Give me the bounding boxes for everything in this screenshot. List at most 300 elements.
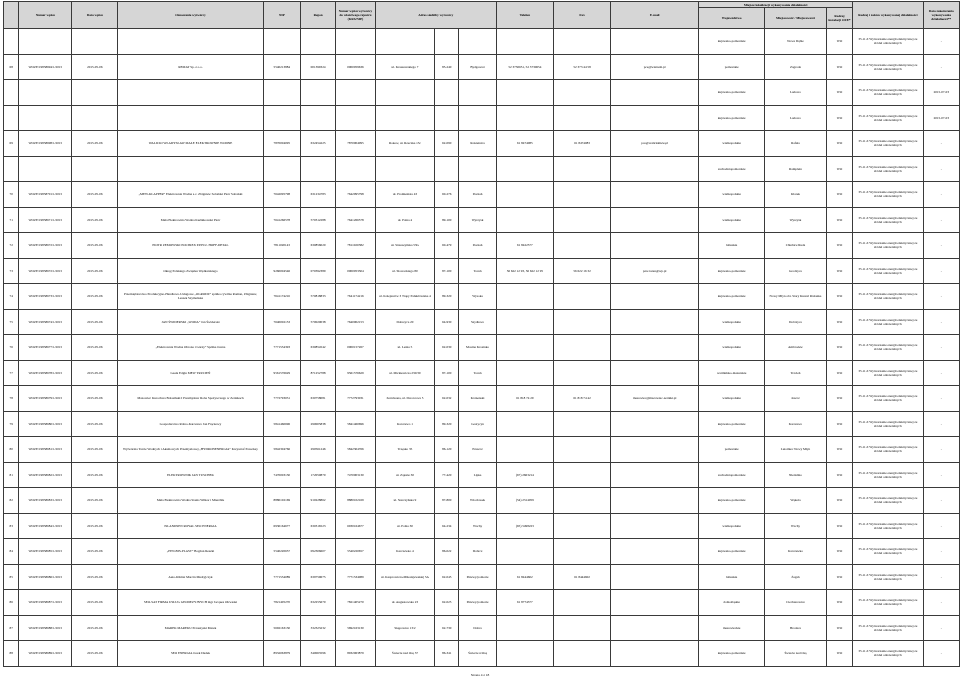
- cell-id: WOZE/19858701/1/2015: [19, 182, 72, 208]
- header-zakon: Data zakończenia wykonywania działalności**: [923, 2, 959, 29]
- cell-zakon: -: [923, 641, 959, 667]
- cell-data: 2015-05-06: [72, 513, 118, 539]
- cell-kod: 86-341: [435, 641, 459, 667]
- cell-addr: ul. Starczyńska 9: [375, 488, 434, 514]
- table-row: [4, 641, 960, 667]
- cell-nr: 73: [4, 258, 19, 284]
- cell-id: WOZE/19858689/1/2015: [19, 641, 72, 667]
- cell-kod: 87-100: [435, 258, 459, 284]
- cell-woj: kujawsko-pomorskie: [699, 539, 765, 565]
- cell-data: 2015-05-06: [72, 488, 118, 514]
- table-row: [4, 590, 960, 616]
- cell-nr: 69: [4, 131, 19, 157]
- cell-regon: 630316523: [300, 513, 335, 539]
- cell-id: WOZE/19858673/1/2015: [19, 284, 72, 310]
- register-table: [3, 1, 960, 667]
- cell-city: Lipka: [459, 462, 496, 488]
- cell-fax: 61 8474083: [553, 131, 610, 157]
- cell-krs: 7641266578: [336, 207, 376, 233]
- cell-data: 2015-05-06: [72, 360, 118, 386]
- cell-kod: 89-320: [435, 284, 459, 310]
- cell-nr: [4, 80, 19, 106]
- cell-id: WOZE/19858680/1/2015: [19, 411, 72, 437]
- cell-tel: [496, 284, 553, 310]
- cell-moc: WO: [826, 462, 852, 488]
- cell-fax: 52 373 44 58: [553, 54, 610, 80]
- cell-miejsc: Świecie nad Osą: [765, 641, 827, 667]
- cell-data: 2015-05-06: [72, 462, 118, 488]
- cell-activity: 35.11.Z Wytwarzanie energii elektrycznej ze źródeł odnawialnych: [853, 309, 923, 335]
- table-row: [4, 360, 960, 386]
- table-row: [4, 207, 960, 233]
- cell-activity: 35.11.Z Wytwarzanie energii elektrycznej ze źródeł odnawialnych: [853, 131, 923, 157]
- cell-moc: WO: [826, 360, 852, 386]
- cell-email: [611, 615, 699, 641]
- cell-fax: [553, 156, 610, 182]
- cell-fax: [553, 590, 610, 616]
- cell-miejsc: Karczewko: [765, 539, 827, 565]
- cell-regon: 570020038: [300, 309, 335, 335]
- cell-nr: 88: [4, 641, 19, 667]
- cell-miejsc: Karczewo: [765, 411, 827, 437]
- cell-krs: [336, 156, 376, 182]
- cell-kod: 62-090: [435, 131, 459, 157]
- cell-activity: 35.11.Z Wytwarzanie energii elektrycznej ze źródeł odnawialnych: [853, 29, 923, 55]
- cell-nip: 9260004546: [263, 258, 300, 284]
- cell-email: [611, 309, 699, 335]
- cell-krs: 6930164677: [336, 513, 376, 539]
- cell-krs: 0000053304: [336, 258, 376, 284]
- cell-tel: 61 8474085: [496, 131, 553, 157]
- cell-data: 2015-05-06: [72, 437, 118, 463]
- cell-name: ELEKTROWNIK JAN TUSCHEK: [118, 462, 263, 488]
- cell-moc: WO: [826, 54, 852, 80]
- cell-fax: [553, 513, 610, 539]
- cell-regon: 639759675: [300, 564, 335, 590]
- cell-kod: 87-100: [435, 360, 459, 386]
- cell-nip: 8932063879: [263, 641, 300, 667]
- cell-city: Dobra: [459, 615, 496, 641]
- table-row: [4, 105, 960, 131]
- cell-regon: 172050870: [300, 462, 335, 488]
- cell-addr: ul. Kraszewskiego 7: [375, 54, 434, 80]
- cell-activity: 35.11.Z Wytwarzanie energii elektrycznej ze źródeł odnawialnych: [853, 564, 923, 590]
- table-row: [4, 615, 960, 641]
- cell-kod: 85-240: [435, 54, 459, 80]
- cell-nip: 7641174216: [263, 284, 300, 310]
- cell-miejsc: Ciechanowice: [765, 590, 827, 616]
- cell-tel: [496, 29, 553, 55]
- cell-nip: [263, 156, 300, 182]
- cell-activity: 35.11.Z Wytwarzanie energii elektrycznej ze źródeł odnawialnych: [853, 80, 923, 106]
- cell-miejsc: Wąkoła: [765, 488, 827, 514]
- table-row: [4, 462, 960, 488]
- cell-moc: WO: [826, 29, 852, 55]
- cell-tel: [496, 539, 553, 565]
- cell-nr: 86: [4, 590, 19, 616]
- cell-fax: [553, 411, 610, 437]
- cell-fax: [553, 105, 610, 131]
- header-tel: Telefon: [496, 2, 553, 29]
- cell-krs: 5842304766: [336, 437, 376, 463]
- cell-email: [611, 80, 699, 106]
- cell-miejsc: Trzcień: [765, 360, 827, 386]
- cell-email: [611, 462, 699, 488]
- cell-zakon: -: [923, 156, 959, 182]
- cell-tel: 61 818 74 29: [496, 386, 553, 412]
- cell-name: PIOTR ZEMOWSKI POLTREX P.P.H.U. HOFF-DETAL: [118, 233, 263, 259]
- cell-name: Gaała Edgin MEW TRZCIEŃ: [118, 360, 263, 386]
- cell-woj: kujawsko-pomorskie: [699, 411, 765, 437]
- cell-city: Świecie n/Osą: [459, 641, 496, 667]
- cell-fax: 61 818 74 42: [553, 386, 610, 412]
- table-row: [4, 411, 960, 437]
- cell-nip: [263, 80, 300, 106]
- table-row: [4, 437, 960, 463]
- cell-moc: WO: [826, 105, 852, 131]
- cell-city: Gostycyn: [459, 411, 496, 437]
- cell-email: [611, 590, 699, 616]
- cell-addr: Dobrzyca 20: [375, 309, 434, 335]
- cell-tel: 61 8422577: [496, 233, 553, 259]
- cell-tel: [496, 207, 553, 233]
- cell-city: [459, 156, 496, 182]
- cell-tel: 52 3730651, 52 3730654: [496, 54, 553, 80]
- table-row: [4, 513, 960, 539]
- cell-nr: 82: [4, 488, 19, 514]
- cell-miejsc: Wyrzysk: [765, 207, 827, 233]
- cell-woj: pomorskie: [699, 54, 765, 80]
- cell-data: 2015-05-06: [72, 309, 118, 335]
- cell-nr: 87: [4, 615, 19, 641]
- cell-fax: [553, 462, 610, 488]
- cell-regon: 070392389: [300, 258, 335, 284]
- cell-moc: WO: [826, 284, 852, 310]
- cell-zakon: -: [923, 564, 959, 590]
- cell-kod: 62-025: [435, 590, 459, 616]
- cell-activity: 35.11.Z Wytwarzanie energii elektrycznej ze źródeł odnawialnych: [853, 513, 923, 539]
- cell-activity: 35.11.Z Wytwarzanie energii elektrycznej ze źródeł odnawialnych: [853, 590, 923, 616]
- cell-email: [611, 360, 699, 386]
- cell-name: Gospodarstwo Rolno-Karczewo Jan Frąckowy: [118, 411, 263, 437]
- cell-activity: 35.11.Z Wytwarzanie energii elektrycznej ze źródeł odnawialnych: [853, 360, 923, 386]
- header-data: Data wpisu: [72, 2, 118, 29]
- cell-email: [611, 182, 699, 208]
- cell-name: [118, 105, 263, 131]
- cell-nip: 7642095798: [263, 182, 300, 208]
- cell-fax: [553, 360, 610, 386]
- cell-regon: [300, 105, 335, 131]
- cell-miejsc: Rafała: [765, 131, 827, 157]
- cell-tel: [496, 411, 553, 437]
- cell-id: WOZE/19858685/1/2015: [19, 539, 72, 565]
- cell-krs: 8932063879: [336, 641, 376, 667]
- cell-tel: [496, 309, 553, 335]
- cell-data: 2015-05-06: [72, 411, 118, 437]
- cell-regon: 092306607: [300, 539, 335, 565]
- cell-addr: Skąpowice 13/2: [375, 615, 434, 641]
- register-body: [4, 29, 960, 667]
- cell-regon: 290005838: [300, 411, 335, 437]
- cell-addr: Zerniwana, ul. Dworcowa 5: [375, 386, 434, 412]
- cell-miejsc: Brodaca: [765, 615, 827, 641]
- cell-kod: 86-022: [435, 539, 459, 565]
- cell-data: 2015-05-06: [72, 539, 118, 565]
- cell-email: [611, 105, 699, 131]
- cell-moc: WO: [826, 233, 852, 259]
- cell-woj: wielkopolskie: [699, 386, 765, 412]
- cell-miejsc: Wschy: [765, 513, 827, 539]
- cell-id: WOZE/19858686/1/2015: [19, 564, 72, 590]
- header-regon: Regon: [300, 2, 335, 29]
- table-row: [4, 54, 960, 80]
- cell-addr: ul. Słowackiego 80: [375, 258, 434, 284]
- cell-name: Mała Elektrownia Wodna Kuźnikowski Piotr: [118, 207, 263, 233]
- cell-tel: 56 622 12 93, 56 622 12 95: [496, 258, 553, 284]
- cell-id: WOZE/19858678/1/2015: [19, 360, 72, 386]
- cell-regon: 630758081: [300, 386, 335, 412]
- cell-moc: WO: [826, 488, 852, 514]
- cell-data: [72, 29, 118, 55]
- cell-data: 2015-05-06: [72, 641, 118, 667]
- cell-activity: 35.11.Z Wytwarzanie energii elektrycznej ze źródeł odnawialnych: [853, 54, 923, 80]
- cell-miejsc: Niedalino: [765, 462, 827, 488]
- cell-kod: 64-234: [435, 513, 459, 539]
- cell-fax: [553, 233, 610, 259]
- cell-data: 2015-05-06: [72, 233, 118, 259]
- cell-woj: pomorskie: [699, 437, 765, 463]
- cell-zakon: -: [923, 462, 959, 488]
- cell-nip: [263, 105, 300, 131]
- header-email: E-mail: [611, 2, 699, 29]
- cell-krs: 7811020382: [336, 233, 376, 259]
- cell-nip: 7821405270: [263, 590, 300, 616]
- cell-woj: kujawsko-pomorskie: [699, 488, 765, 514]
- cell-nr: 77: [4, 360, 19, 386]
- table-row: [4, 539, 960, 565]
- cell-zakon: -: [923, 411, 959, 437]
- header-rodzaj: Rodzaj i zakres wykonywanej działalności: [853, 2, 923, 29]
- cell-krs: 7641174216: [336, 284, 376, 310]
- cell-activity: 35.11.Z Wytwarzanie energii elektrycznej ze źródeł odnawialnych: [853, 462, 923, 488]
- cell-kod: 89-100: [435, 207, 459, 233]
- table-row: [4, 80, 960, 106]
- cell-tel: [496, 360, 553, 386]
- cell-krs: 7821405270: [336, 590, 376, 616]
- cell-city: Poznań: [459, 233, 496, 259]
- cell-data: 2015-05-06: [72, 207, 118, 233]
- cell-email: [611, 437, 699, 463]
- header-fax: Fax: [553, 2, 610, 29]
- cell-krs: 5692163130: [336, 615, 376, 641]
- table-row: [4, 386, 960, 412]
- cell-nip: 7470003130: [263, 462, 300, 488]
- header-nip: NIP: [263, 2, 300, 29]
- table-row: [4, 564, 960, 590]
- cell-name: ISLANDSEN ROYAL SEO ENERGIA: [118, 513, 263, 539]
- cell-zakon: -: [923, 131, 959, 157]
- table-row: [4, 488, 960, 514]
- cell-moc: WO: [826, 156, 852, 182]
- cell-nr: 84: [4, 539, 19, 565]
- cell-data: [72, 105, 118, 131]
- cell-id: WOZE/19858688/1/2015: [19, 615, 72, 641]
- table-row: [4, 284, 960, 310]
- cell-name: Auto-Klimat Marcin Mudryjczyk: [118, 564, 263, 590]
- cell-miejsc: Nowy Młyn obr. Stary Kurzel Różanka: [765, 284, 827, 310]
- cell-nip: 7811020143: [263, 233, 300, 259]
- cell-kod: 77-420: [435, 462, 459, 488]
- cell-addr: Rokow, ul. Rzeczka 13c: [375, 131, 434, 157]
- cell-addr: ul. Polna 4: [375, 207, 434, 233]
- cell-nip: 7771534393: [263, 335, 300, 361]
- cell-moc: WO: [826, 335, 852, 361]
- cell-name: „Elektrownia Wodna Obrona i Górny” Spółka Jawna: [118, 335, 263, 361]
- cell-email: [611, 411, 699, 437]
- cell-data: 2015-05-06: [72, 335, 118, 361]
- cell-kod: 62-045: [435, 564, 459, 590]
- header-miejsc: Miejscowość / Miejscowości: [765, 8, 827, 29]
- table-row: [4, 131, 960, 157]
- cell-name: [118, 80, 263, 106]
- cell-activity: 35.11.Z Wytwarzanie energii elektrycznej ze źródeł odnawialnych: [853, 182, 923, 208]
- cell-moc: WO: [826, 386, 852, 412]
- cell-moc: WO: [826, 411, 852, 437]
- cell-addr: ul. Zajezie 30: [375, 462, 434, 488]
- cell-nip: 7870004095: [263, 131, 300, 157]
- cell-regon: 630856020: [300, 233, 335, 259]
- cell-moc: WO: [826, 207, 852, 233]
- cell-krs: 7470003130: [336, 462, 376, 488]
- cell-miejsc: Nowe Dąbie: [765, 29, 827, 55]
- cell-woj: lubuskie: [699, 233, 765, 259]
- cell-miejsc: Ludowo: [765, 105, 827, 131]
- cell-name: [118, 156, 263, 182]
- cell-woj: wielkopolskie: [699, 182, 765, 208]
- cell-woj: kujawsko-pomorskie: [699, 284, 765, 310]
- cell-nip: 7641266578: [263, 207, 300, 233]
- cell-fax: [553, 488, 610, 514]
- cell-woj: zachodniopomorskie: [699, 462, 765, 488]
- cell-woj: kujawsko-pomorskie: [699, 29, 765, 55]
- cell-miejsc: Grodzyca: [765, 258, 827, 284]
- cell-email: [611, 488, 699, 514]
- cell-id: WOZE/19858681/1/2015: [19, 437, 72, 463]
- cell-email: [611, 156, 699, 182]
- cell-miejsc: Ambrożew: [765, 335, 827, 361]
- cell-fax: [553, 335, 610, 361]
- cell-email: [611, 641, 699, 667]
- cell-krs: 0000059636: [336, 54, 376, 80]
- cell-activity: 35.11.Z Wytwarzanie energii elektrycznej ze źródeł odnawialnych: [853, 615, 923, 641]
- cell-zakon: -: [923, 182, 959, 208]
- cell-regon: 340063596: [300, 641, 335, 667]
- cell-krs: 9561576629: [336, 360, 376, 386]
- cell-email: [611, 513, 699, 539]
- cell-kod: [435, 29, 459, 55]
- cell-fax: [553, 29, 610, 55]
- cell-tel: 61 8444602: [496, 564, 553, 590]
- cell-regon: [300, 80, 335, 106]
- cell-addr: Trzęsko 35: [375, 437, 434, 463]
- cell-fax: [553, 641, 610, 667]
- cell-email: [611, 29, 699, 55]
- cell-woj: wielkopolskie: [699, 513, 765, 539]
- cell-regon: [300, 156, 335, 182]
- cell-data: 2015-05-06: [72, 284, 118, 310]
- cell-id: [19, 80, 72, 106]
- cell-nr: 76: [4, 335, 19, 361]
- cell-nr: 72: [4, 233, 19, 259]
- cell-addr: ul. Polna 30: [375, 513, 434, 539]
- cell-krs: 5540220657: [336, 539, 376, 565]
- cell-name: WALICKI WŁADYSŁAW MAŁE ELEKTROWNIE WODNE: [118, 131, 263, 157]
- cell-addr: ul. Augustowska 23: [375, 590, 434, 616]
- cell-id: [19, 156, 72, 182]
- cell-woj: kujawsko-pomorskie: [699, 641, 765, 667]
- cell-fax: [553, 539, 610, 565]
- cell-city: Bydgoszcz: [459, 54, 496, 80]
- cell-nip: 7771534089: [263, 564, 300, 590]
- cell-regon: 332323232: [300, 615, 335, 641]
- cell-name: Mała Elektrownia Wodna Stanis Wilkor i Mierzbik: [118, 488, 263, 514]
- cell-fax: 56 622 16 32: [553, 258, 610, 284]
- cell-miejsc: Żagań: [765, 564, 827, 590]
- cell-nr: 83: [4, 513, 19, 539]
- cell-email: pzw.torun@wp.pl: [611, 258, 699, 284]
- cell-name: SEO-SAT FIRMA USŁUG GEODEZYJNYCH mgr Jacques Olrwaski: [118, 590, 263, 616]
- cell-addr: Świecie nad Osą 37: [375, 641, 434, 667]
- cell-miejsc: Dobrzyca: [765, 309, 827, 335]
- cell-zakon: -: [923, 386, 959, 412]
- cell-miejsc: Jeszcz: [765, 386, 827, 412]
- cell-city: [459, 80, 496, 106]
- cell-zakon: -: [923, 488, 959, 514]
- cell-moc: WO: [826, 131, 852, 157]
- cell-moc: WO: [826, 309, 852, 335]
- cell-tel: (67) 2663214: [496, 462, 553, 488]
- cell-kod: 64-930: [435, 309, 459, 335]
- cell-data: 2015-05-06: [72, 131, 118, 157]
- cell-zakon: -: [923, 360, 959, 386]
- cell-id: WOZE/19858682/1/2015: [19, 462, 72, 488]
- cell-zakon: -: [923, 309, 959, 335]
- cell-email: pce@wiatrem.pl: [611, 54, 699, 80]
- cell-activity: 35.11.Z Wytwarzanie energii elektrycznej ze źródeł odnawialnych: [853, 386, 923, 412]
- cell-activity: 35.11.Z Wytwarzanie energii elektrycznej ze źródeł odnawialnych: [853, 411, 923, 437]
- cell-fax: [553, 309, 610, 335]
- cell-data: 2015-05-06: [72, 258, 118, 284]
- cell-regon: 632454225: [300, 131, 335, 157]
- cell-krs: 7640002153: [336, 309, 376, 335]
- cell-nip: [263, 29, 300, 55]
- cell-city: Szydłowo: [459, 309, 496, 335]
- cell-zakon: 2015-07-03: [923, 80, 959, 106]
- cell-kod: 89-320: [435, 411, 459, 437]
- cell-zakon: -: [923, 437, 959, 463]
- cell-data: 2015-05-06: [72, 386, 118, 412]
- header-nr: Numer wpisu: [19, 2, 72, 29]
- cell-nip: 7772793031: [263, 386, 300, 412]
- cell-kod: 60-479: [435, 233, 459, 259]
- cell-regon: 570312288: [300, 207, 335, 233]
- cell-tel: [496, 437, 553, 463]
- cell-name: „MEW-KLAPPER” Elektrownia Wodna s.c. Zbigniew Sobalski Piotr Sobalski: [118, 182, 263, 208]
- cell-nr: 78: [4, 386, 19, 412]
- header-moc: Rodzaj instalacji OZE*: [826, 8, 852, 29]
- cell-fax: [553, 615, 610, 641]
- cell-nip: 6930164677: [263, 513, 300, 539]
